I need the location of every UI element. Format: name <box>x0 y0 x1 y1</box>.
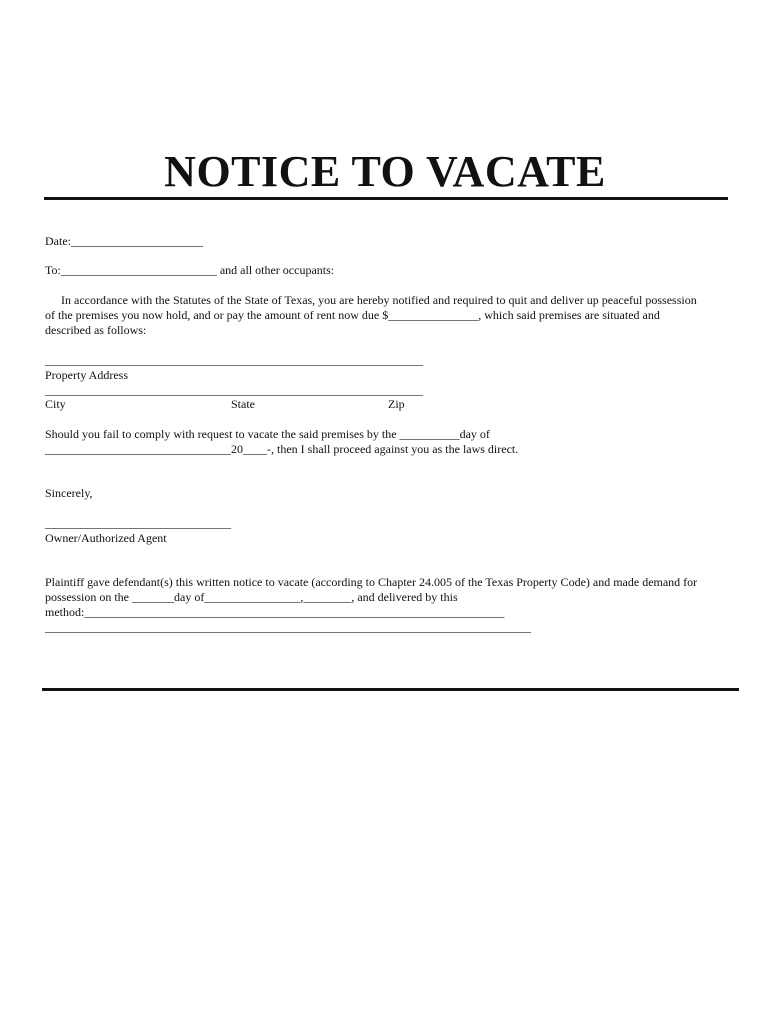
address-rule-1: _______________________________________________________________ <box>45 353 423 367</box>
address-rule-2: _______________________________________________________________ <box>45 383 423 397</box>
sincerely: Sincerely, <box>45 486 93 500</box>
to-line: To:__________________________ and all other occupants: <box>45 263 335 277</box>
notice-paragraph-line-2: of the premises you now hold, and or pay the amount of rent now due $_______________, which said premises are situated and <box>45 308 660 322</box>
state-label: State <box>231 397 255 411</box>
zip-label: Zip <box>388 397 405 411</box>
city-label: City <box>45 397 66 411</box>
property-address-label: Property Address <box>45 368 128 382</box>
plaintiff-line-4: _________________________________________________________________________________ <box>45 620 531 634</box>
bottom-rule <box>42 688 739 691</box>
comply-line-1: Should you fail to comply with request to vacate the said premises by the __________day of <box>45 427 490 441</box>
title-rule <box>44 197 728 200</box>
plaintiff-line-2: possession on the _______day of________________,________, and delivered by this <box>45 590 458 604</box>
document-title: NOTICE TO VACATE <box>164 147 606 196</box>
plaintiff-line-1: Plaintiff gave defendant(s) this written notice to vacate (according to Chapter 24.005 of the Texas Property Code) and made demand for <box>45 575 698 589</box>
comply-line-2: _______________________________20____-, then I shall proceed against you as the laws direct. <box>45 442 519 456</box>
signature-label: Owner/Authorized Agent <box>45 531 167 545</box>
notice-paragraph-line-3: described as follows: <box>45 323 147 337</box>
signature-rule: _______________________________ <box>45 516 231 530</box>
plaintiff-line-3: method:______________________________________________________________________ <box>45 605 505 619</box>
notice-paragraph-line-1: In accordance with the Statutes of the State of Texas, you are hereby notified and required to quit and deliver up peaceful possession <box>61 293 697 307</box>
date-line: Date:______________________ <box>45 234 203 248</box>
